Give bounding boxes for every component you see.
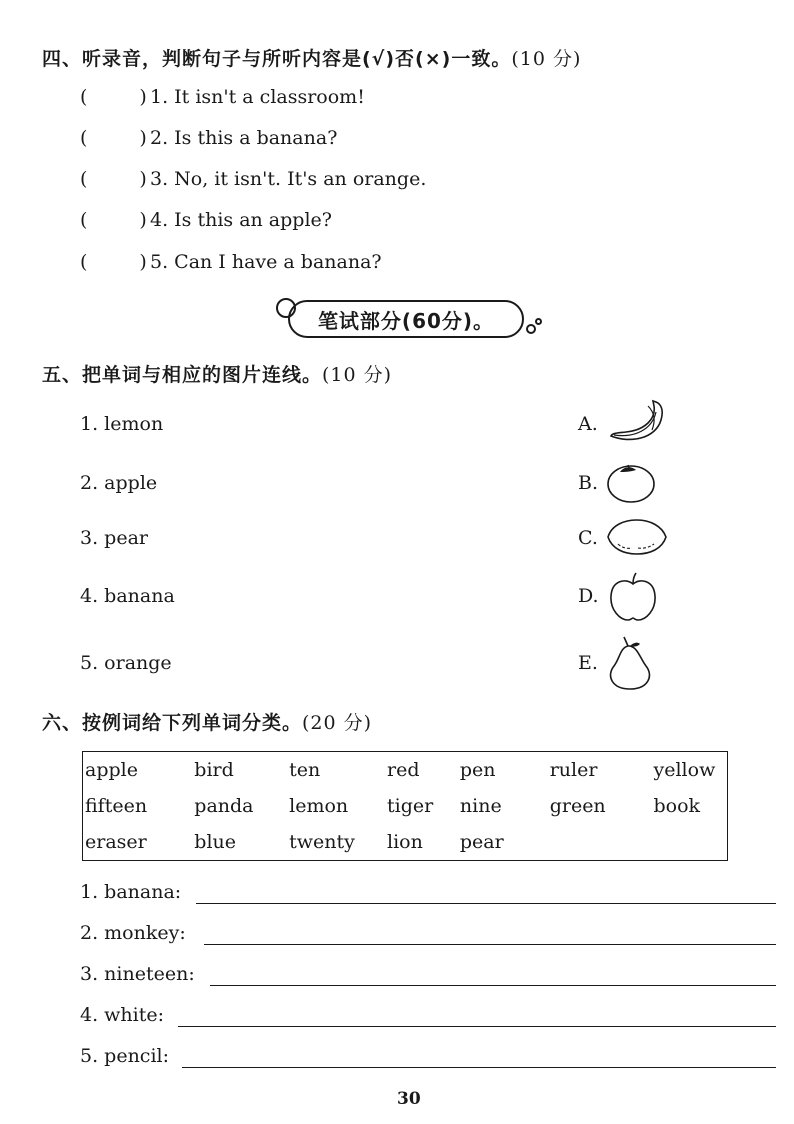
question-4: 4. Is this an apple?	[150, 209, 332, 231]
section5-heading	[42, 360, 392, 387]
option-e-letter: E.	[578, 652, 598, 674]
question-1: 1. It isn't a classroom!	[150, 86, 365, 108]
word-cell: green	[549, 795, 606, 817]
category-label-4: 4. white:	[80, 1004, 165, 1026]
banner-bubble-right	[526, 324, 536, 334]
match-word-2[interactable]: 2. apple	[80, 472, 158, 494]
banner-label: 笔试部分(60分)。	[317, 308, 495, 333]
paren-close: )	[139, 209, 147, 231]
answer-line-2[interactable]	[204, 944, 776, 945]
word-cell	[652, 824, 728, 861]
pear-icon[interactable]	[604, 634, 658, 692]
paren-open: (	[80, 251, 88, 273]
word-cell: red	[387, 759, 420, 781]
paren-open: (	[80, 127, 88, 149]
question-2: 2. Is this a banana?	[150, 127, 338, 149]
answer-line-3[interactable]	[210, 985, 776, 986]
table-row	[83, 752, 728, 789]
word-cell: eraser	[85, 831, 147, 853]
question-5: 5. Can I have a banana?	[150, 251, 382, 273]
section6-heading-text: 六、按例词给下列单词分类。	[42, 712, 303, 734]
option-b-letter: B.	[578, 472, 599, 494]
paren-close: )	[139, 127, 147, 149]
word-cell: panda	[194, 795, 254, 817]
paren-close: )	[139, 86, 147, 108]
option-c-letter: C.	[578, 527, 598, 549]
answer-blank-5[interactable]	[80, 251, 147, 273]
option-d-letter: D.	[578, 585, 599, 607]
word-cell: yellow	[653, 759, 716, 781]
word-cell: ten	[289, 759, 321, 781]
answer-blank-1[interactable]	[80, 86, 147, 108]
word-cell: book	[653, 795, 701, 817]
paren-close: )	[139, 251, 147, 273]
match-word-5[interactable]: 5. orange	[80, 652, 172, 674]
banner-bubble-right-small	[535, 318, 542, 325]
category-label-2: 2. monkey:	[80, 922, 186, 944]
question-3: 3. No, it isn't. It's an orange.	[150, 168, 427, 190]
word-cell	[548, 824, 652, 861]
written-section-banner	[288, 300, 524, 338]
word-cell: tiger	[387, 795, 434, 817]
word-cell: lemon	[289, 795, 349, 817]
section4-heading-text: 四、听录音，判断句子与所听内容是(√)否(×)一致。	[42, 48, 512, 70]
paren-open: (	[80, 86, 88, 108]
table-row	[83, 788, 728, 824]
match-word-3[interactable]: 3. pear	[80, 527, 148, 549]
table-row	[83, 824, 728, 861]
page-number: 30	[397, 1089, 421, 1109]
section4-points: (10 分)	[511, 48, 582, 70]
answer-line-1[interactable]	[196, 903, 776, 904]
orange-icon[interactable]	[604, 462, 658, 504]
word-cell: lion	[387, 831, 423, 853]
paren-open: (	[80, 209, 88, 231]
word-bank-table	[82, 751, 728, 861]
word-cell: pen	[459, 759, 496, 781]
answer-blank-3[interactable]	[80, 168, 147, 190]
category-label-1: 1. banana:	[80, 881, 182, 903]
word-cell: fifteen	[85, 795, 148, 817]
match-word-1[interactable]: 1. lemon	[80, 413, 164, 435]
banana-icon[interactable]	[606, 398, 668, 448]
paren-close: )	[139, 168, 147, 190]
answer-blank-2[interactable]	[80, 127, 147, 149]
section5-heading-text: 五、把单词与相应的图片连线。	[42, 364, 323, 386]
option-a-letter: A.	[578, 413, 598, 435]
answer-blank-4[interactable]	[80, 209, 147, 231]
word-cell: blue	[194, 831, 237, 853]
apple-icon[interactable]	[606, 570, 660, 624]
section5-points: (10 分)	[322, 364, 393, 386]
word-cell: pear	[459, 831, 504, 853]
paren-open: (	[80, 168, 88, 190]
section6-points: (20 分)	[302, 712, 373, 734]
lemon-icon[interactable]	[604, 516, 670, 558]
word-cell: nine	[459, 795, 502, 817]
category-label-5: 5. pencil:	[80, 1045, 170, 1067]
answer-line-4[interactable]	[178, 1026, 776, 1027]
section4-heading	[42, 44, 581, 71]
word-cell: twenty	[289, 831, 355, 853]
match-word-4[interactable]: 4. banana	[80, 585, 175, 607]
category-label-3: 3. nineteen:	[80, 963, 195, 985]
word-cell: apple	[85, 759, 138, 781]
word-cell: bird	[194, 759, 234, 781]
answer-line-5[interactable]	[182, 1067, 776, 1068]
section6-heading	[42, 708, 372, 735]
word-cell: ruler	[549, 759, 598, 781]
